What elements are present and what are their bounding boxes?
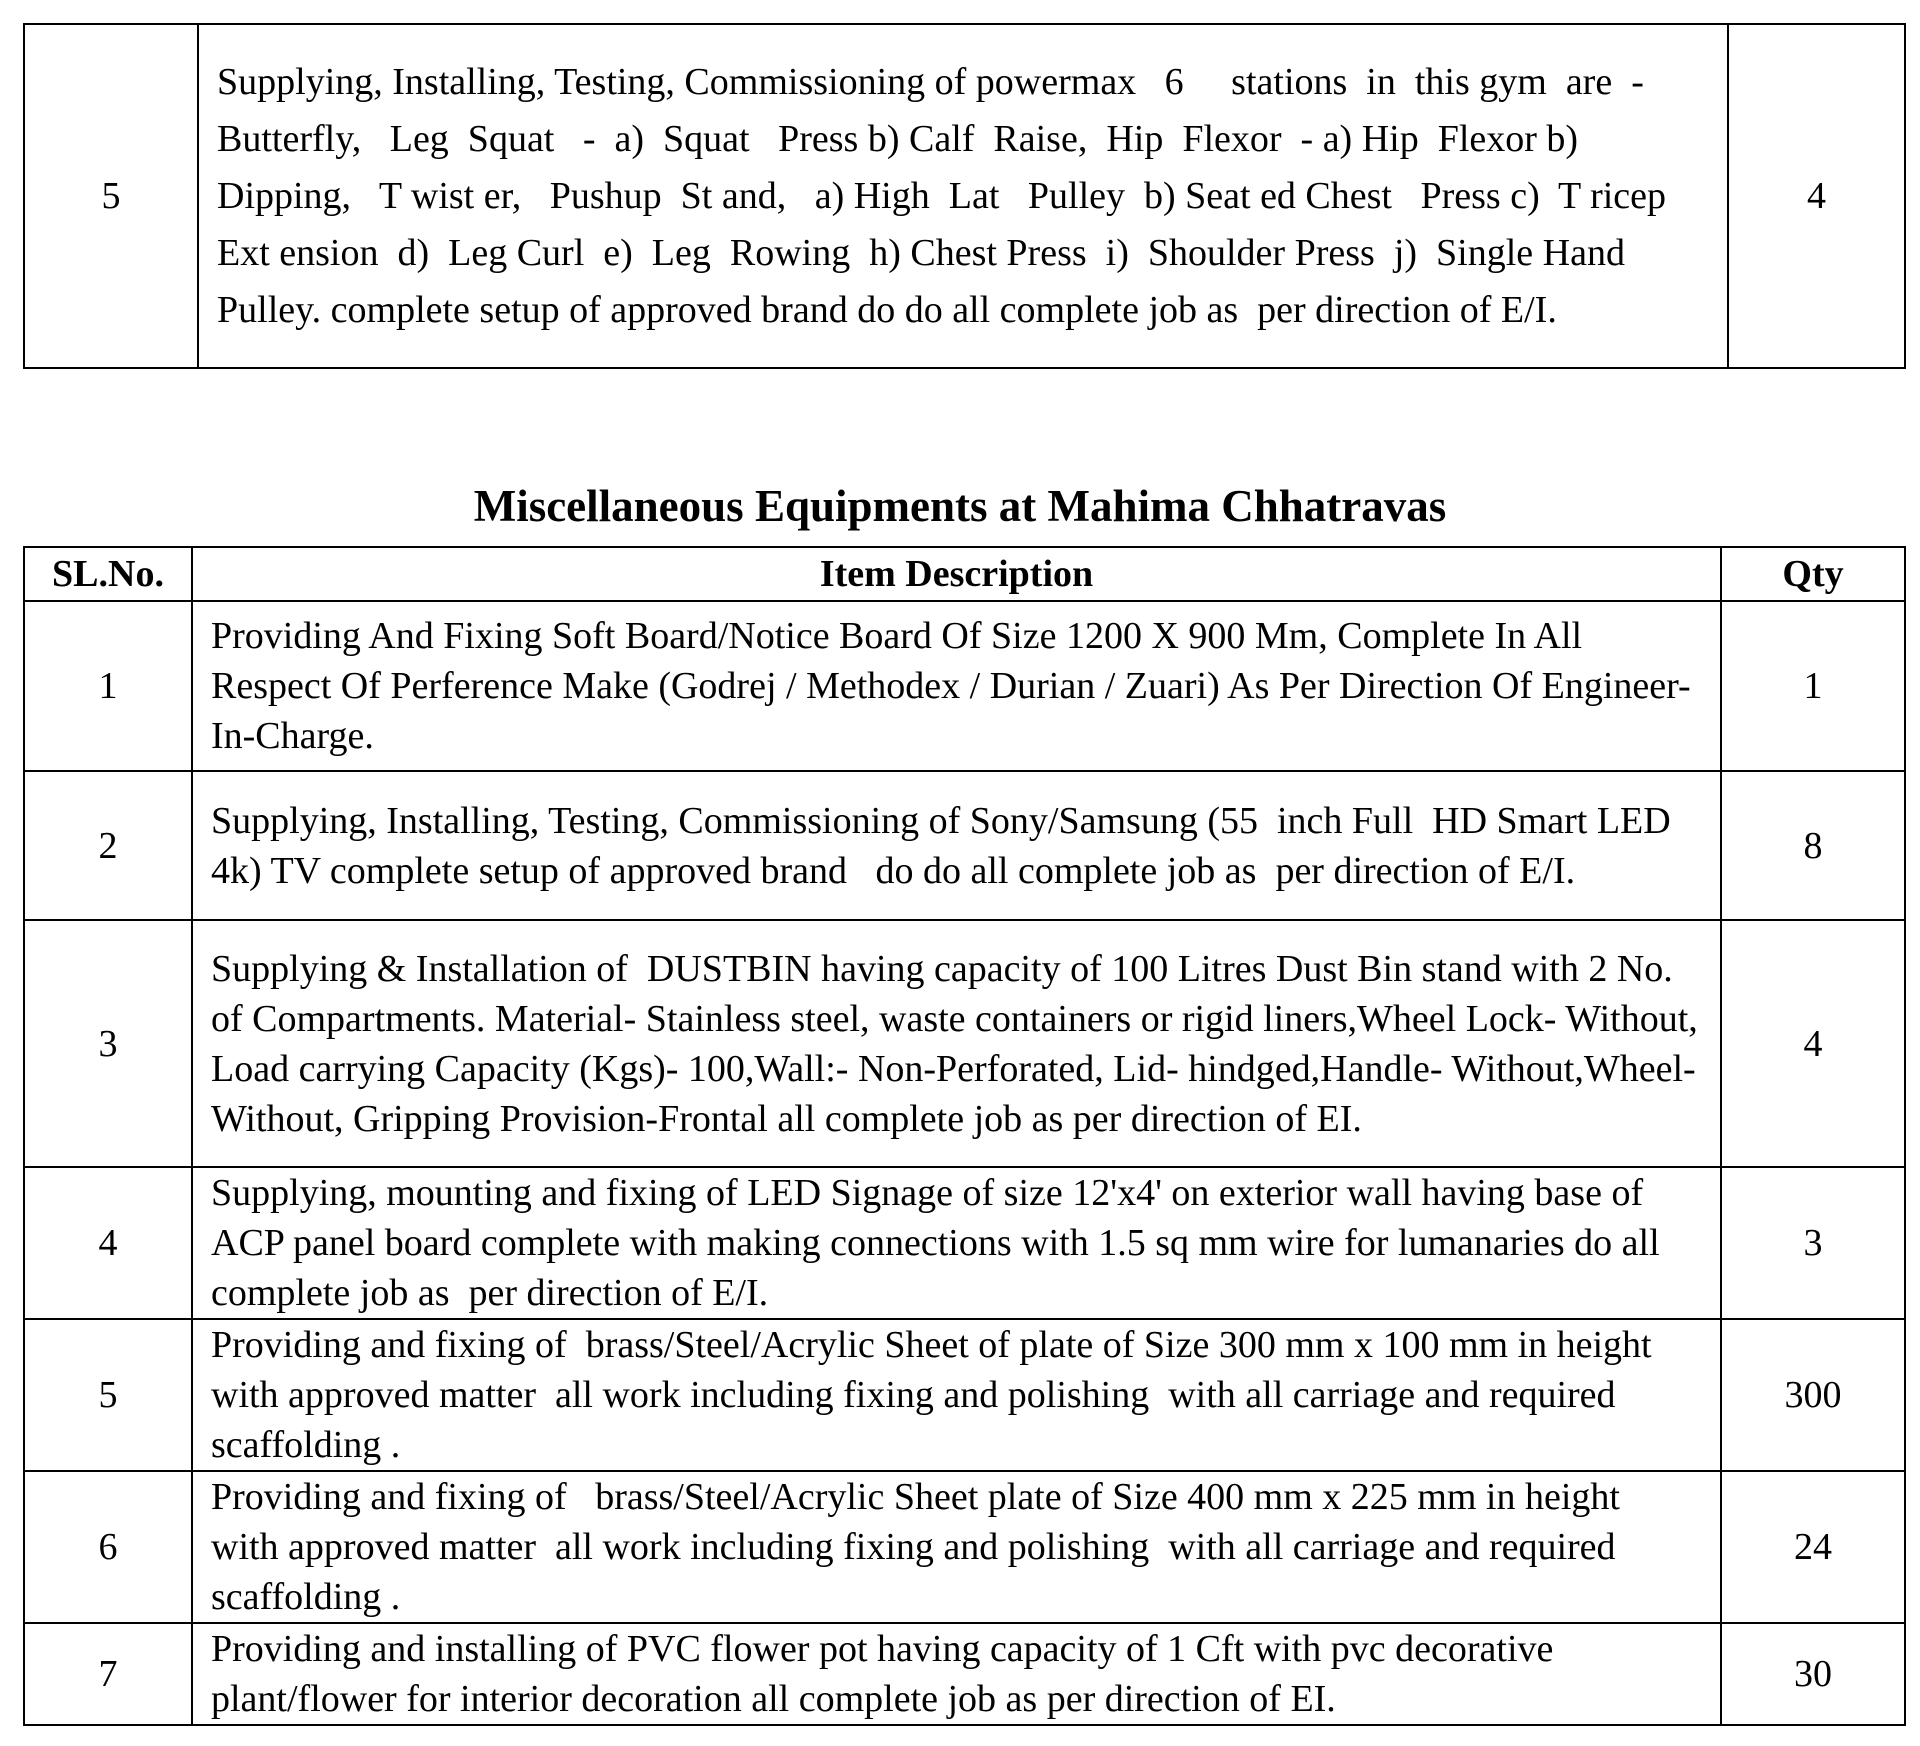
table-row (24, 920, 1905, 1167)
item-description-cell: Providing and fixing of brass/Steel/Acrylic Sheet of plate of Size 300 mm x 100 mm in height with approved matter all work including fixing and polishing with all carriage and required scaffolding . (192, 1319, 1721, 1471)
item-description-cell: Supplying, Installing, Testing, Commissioning of powermax 6 stations in this gym are - Butterfly, Leg Squat - a) Squat Press b) Calf Raise, Hip Flexor - a) Hip Flexor b) Dipping, T wist er, Pushup St and, a) High Lat Pulley b) Seat ed Chest Press c) T ricep Ext ension d) Leg Curl e) Leg Rowing h) Chest Press i) Shoulder Press j) Single Hand Pulley. complete setup of approved brand do do all complete job as per direction of E/I. (198, 24, 1728, 368)
qty-header: Qty (1721, 547, 1905, 601)
table-row (24, 601, 1905, 771)
table-row (24, 1167, 1905, 1319)
item-description-cell: Providing and installing of PVC flower pot having capacity of 1 Cft with pvc decorative plant/flower for interior decoration all complete job as per direction of EI. (192, 1623, 1721, 1725)
table-row (24, 771, 1905, 920)
sl-no-cell: 5 (24, 1319, 192, 1471)
table-header-row (24, 547, 1905, 601)
table-row (24, 1471, 1905, 1623)
item-description-cell: Supplying & Installation of DUSTBIN having capacity of 100 Litres Dust Bin stand with 2 No. of Compartments. Material- Stainless steel, waste containers or rigid liners,Wheel Lock- Without, Load carrying Capacity (Kgs)- 100,Wall:- Non-Perforated, Lid- hindged,Handle- Without,Wheel- Without, Gripping Provision-Frontal all complete job as per direction of EI. (192, 920, 1721, 1167)
qty-cell: 3 (1721, 1167, 1905, 1319)
sl-no-cell: 3 (24, 920, 192, 1167)
item-description-cell: Supplying, Installing, Testing, Commissioning of Sony/Samsung (55 inch Full HD Smart LED 4k) TV complete setup of approved brand do do all complete job as per direction of E/I. (192, 771, 1721, 920)
sl-no-cell: 7 (24, 1623, 192, 1725)
sl-no-cell: 5 (24, 24, 198, 368)
qty-cell: 4 (1728, 24, 1905, 368)
miscellaneous-equipment-table (23, 546, 1906, 1726)
item-description-cell: Providing and fixing of brass/Steel/Acrylic Sheet plate of Size 400 mm x 225 mm in height with approved matter all work including fixing and polishing with all carriage and required scaffolding . (192, 1471, 1721, 1623)
sl-no-cell: 2 (24, 771, 192, 920)
qty-cell: 4 (1721, 920, 1905, 1167)
sl-no-cell: 4 (24, 1167, 192, 1319)
item-description-header: Item Description (192, 547, 1721, 601)
section-title: Miscellaneous Equipments at Mahima Chhatravas (473, 481, 1447, 531)
table-row (24, 1319, 1905, 1471)
gym-equipment-table (23, 23, 1906, 369)
table-row (24, 24, 1905, 368)
sl-no-header: SL.No. (24, 547, 192, 601)
qty-cell: 24 (1721, 1471, 1905, 1623)
sl-no-cell: 1 (24, 601, 192, 771)
qty-cell: 1 (1721, 601, 1905, 771)
qty-cell: 300 (1721, 1319, 1905, 1471)
qty-cell: 30 (1721, 1623, 1905, 1725)
item-description-cell: Providing And Fixing Soft Board/Notice Board Of Size 1200 X 900 Mm, Complete In All Respect Of Perference Make (Godrej / Methodex / Durian / Zuari) As Per Direction Of Engineer-In-Charge. (192, 601, 1721, 771)
item-description-cell: Supplying, mounting and fixing of LED Signage of size 12'x4' on exterior wall having base of ACP panel board complete with making connections with 1.5 sq mm wire for lumanaries do all complete job as per direction of E/I. (192, 1167, 1721, 1319)
sl-no-cell: 6 (24, 1471, 192, 1623)
qty-cell: 8 (1721, 771, 1905, 920)
table-row (24, 1623, 1905, 1725)
